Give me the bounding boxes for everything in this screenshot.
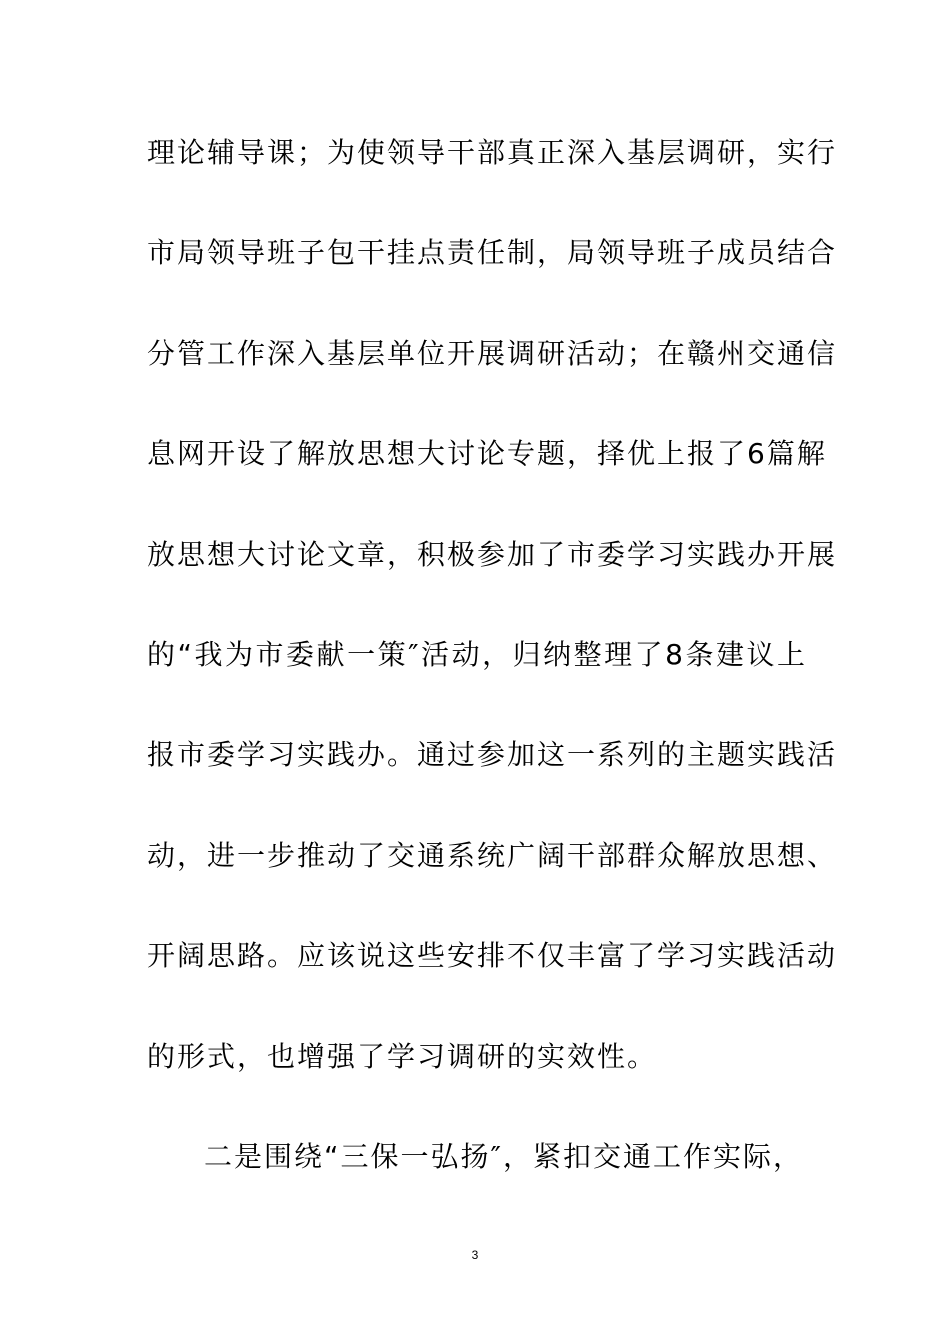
text-line-7: 报市委学习实践办。通过参加这一系列的主题实践活 — [147, 738, 838, 772]
document-body — [147, 126, 838, 1230]
text-line-10: 的形式，也增强了学习调研的实效性。 — [147, 1039, 658, 1073]
text-line-5: 放思想大讨论文章，积极参加了市委学习实践办开展 — [147, 537, 838, 571]
paragraph-start-line: 二是围绕“三保一弘扬″，紧扣交通工作实际， — [204, 1139, 803, 1173]
text-line-8: 动，进一步推动了交通系统广阔干部群众解放思想、 — [147, 838, 838, 872]
text-line-2: 市局领导班子包干挂点责任制，局领导班子成员结合 — [147, 236, 838, 270]
text-line-3: 分管工作深入基层单位开展调研活动；在赣州交通信 — [147, 336, 838, 370]
text-line-1: 理论辅导课；为使领导干部真正深入基层调研，实行 — [147, 136, 838, 169]
text-line-9: 开阔思路。应该说这些安排不仅丰富了学习实践活动 — [147, 939, 838, 973]
text-line-4: 息网开设了解放思想大讨论专题，择优上报了6篇解 — [147, 437, 827, 471]
page-number: 3 — [471, 1248, 479, 1262]
text-line-6: 的“我为市委献一策″活动，归纳整理了8条建议上 — [147, 637, 807, 671]
